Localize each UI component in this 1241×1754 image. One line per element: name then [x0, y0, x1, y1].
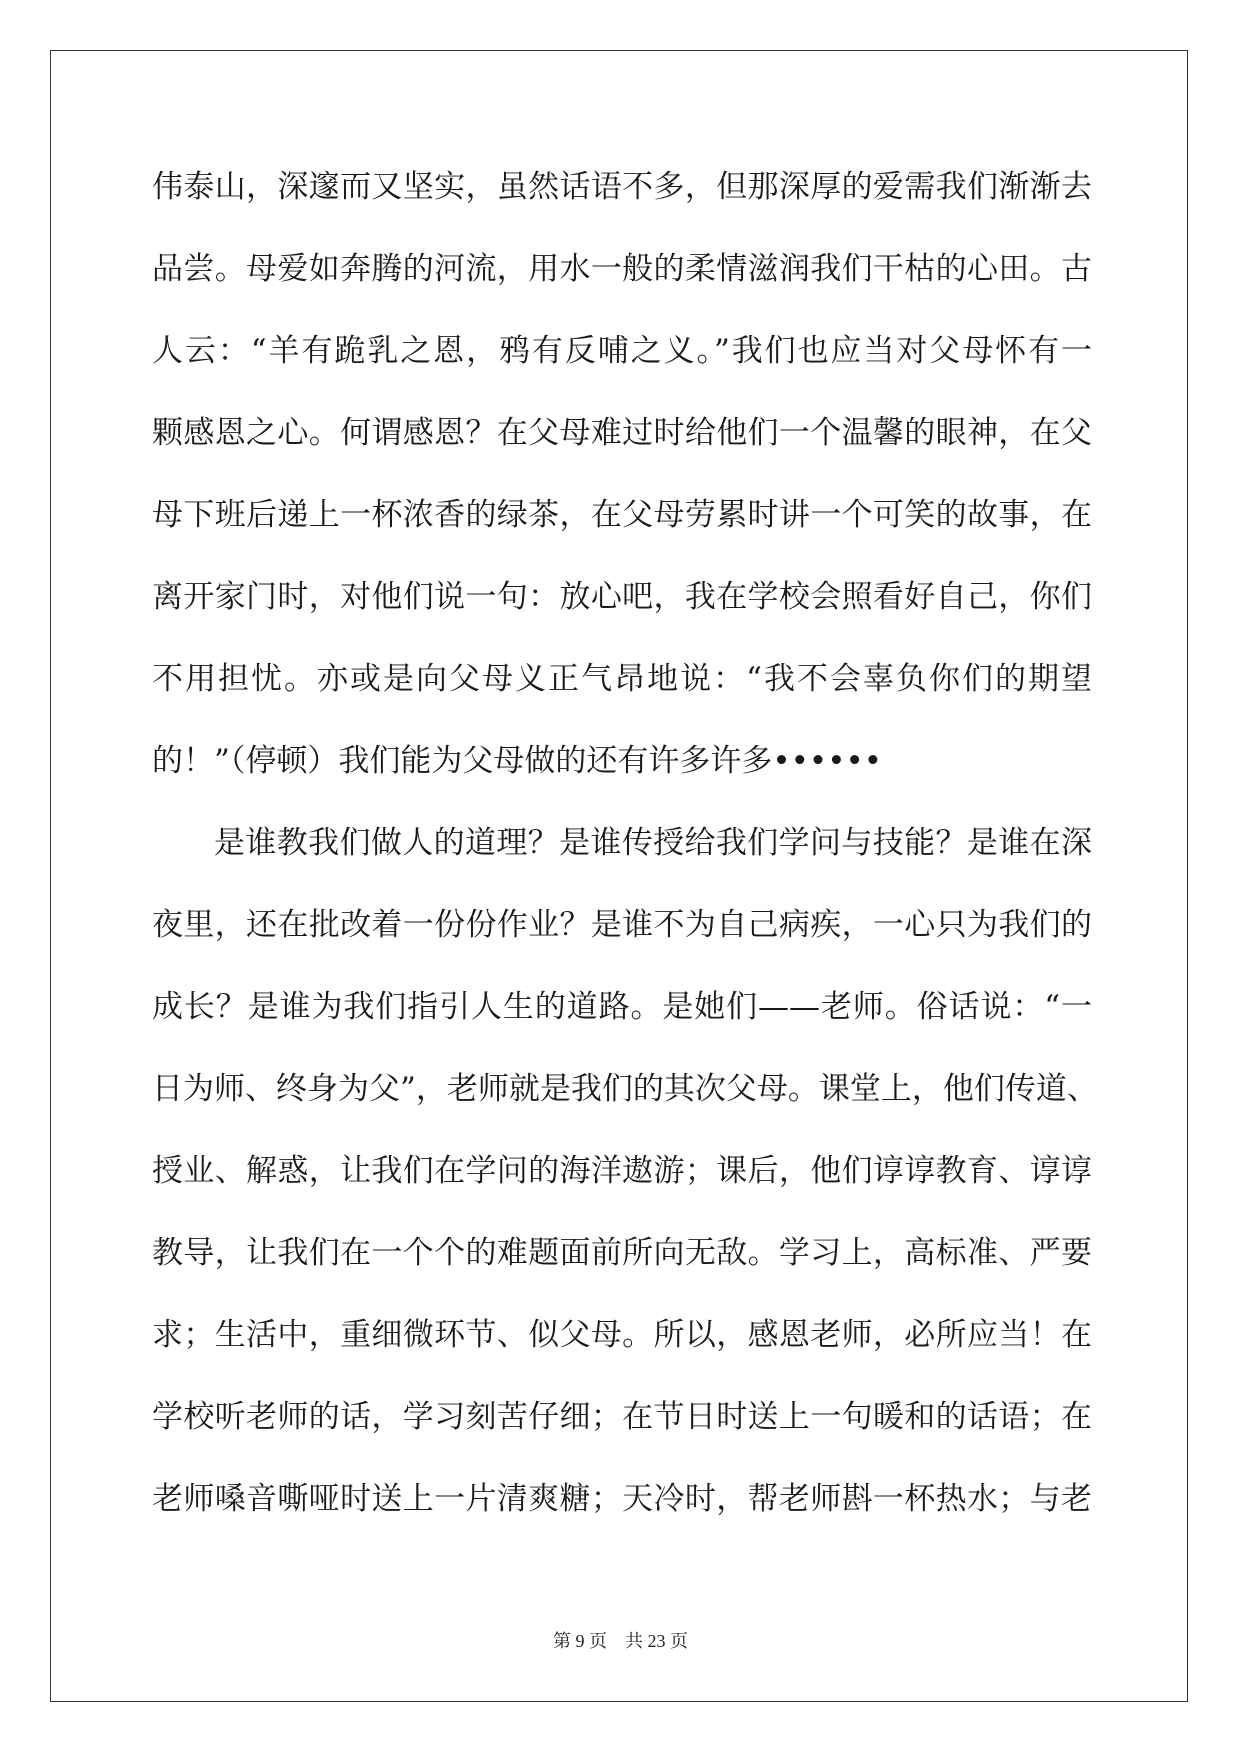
text-line: 夜里，还在批改着一份份作业？是谁不为自己病疾，一心只为我们的	[152, 907, 1092, 943]
text-line: 求；生活中，重细微环节、似父母。所以，感恩老师，必所应当！在	[152, 1317, 1092, 1353]
text-line: 学校听老师的话，学习刻苦仔细；在节日时送上一句暖和的话语；在	[152, 1399, 1092, 1435]
text-line: 成长？是谁为我们指引人生的道路。是她们——老师。俗话说：“一	[152, 989, 1092, 1025]
text-line: 人云：“羊有跪乳之恩，鸦有反哺之义。”我们也应当对父母怀有一	[152, 333, 1092, 369]
text-line: 教导，让我们在一个个的难题面前所向无敌。学习上，高标准、严要	[152, 1235, 1092, 1271]
text-line: 日为师、终身为父”，老师就是我们的其次父母。课堂上，他们传道、	[152, 1071, 1098, 1107]
text-line: 颗感恩之心。何谓感恩？在父母难过时给他们一个温馨的眼神，在父	[152, 415, 1092, 451]
text-line: 不用担忧。亦或是向父母义正气昂地说：“我不会辜负你们的期望	[152, 661, 1092, 697]
text-line: 离开家门时，对他们说一句：放心吧，我在学校会照看好自己，你们	[152, 579, 1092, 615]
text-line: 的！”（停顿）我们能为父母做的还有许多许多••••••	[152, 743, 883, 779]
text-line: 品尝。母爱如奔腾的河流，用水一般的柔情滋润我们干枯的心田。古	[152, 251, 1092, 287]
text-line: 是谁教我们做人的道理？是谁传授给我们学问与技能？是谁在深	[214, 825, 1092, 861]
text-line: 伟泰山，深邃而又坚实，虽然话语不多，但那深厚的爱需我们渐渐去	[152, 169, 1092, 205]
text-line: 授业、解惑，让我们在学问的海洋遨游；课后，他们谆谆教育、谆谆	[152, 1153, 1092, 1189]
body-text	[152, 162, 1098, 1556]
paragraph-2	[152, 818, 1098, 1556]
page-number-footer: 第 9 页 共 23 页	[553, 1631, 688, 1651]
text-line: 母下班后递上一杯浓香的绿茶，在父母劳累时讲一个可笑的故事，在	[152, 497, 1092, 533]
paragraph-1	[152, 162, 1092, 818]
text-line: 老师嗓音嘶哑时送上一片清爽糖；天冷时，帮老师斟一杯热水；与老	[152, 1481, 1092, 1517]
